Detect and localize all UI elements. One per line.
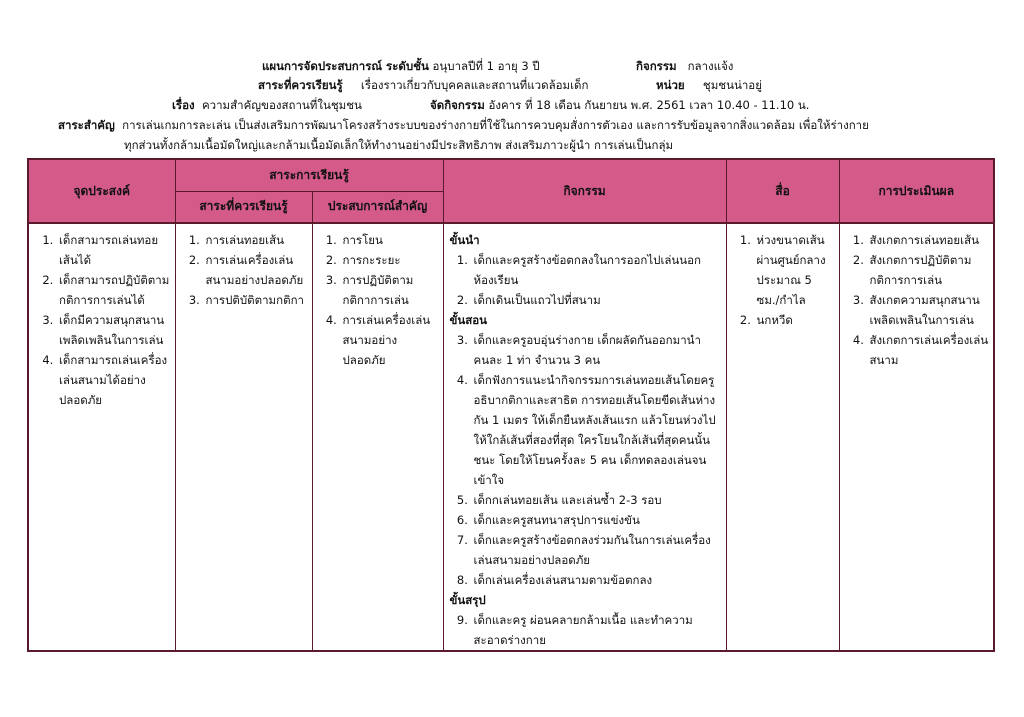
topic-value: ความสำคัญของสถานที่ในชุมชน	[201, 98, 362, 112]
activity-value: กลางแจ้ง	[687, 59, 734, 73]
unit-label: หน่วย	[656, 78, 685, 92]
content-label: สาระที่ควรเรียนรู้	[258, 78, 343, 92]
list-item: 6. เด็กและครูสนทนาสรุปการแข่งขัน	[472, 510, 722, 530]
header-activities: กิจกรรม	[443, 159, 726, 223]
list-item: 1. เด็กสามารถเล่นทอยเส้นได้	[57, 230, 171, 270]
list-item: 9. เด็กและครู ผ่อนคลายกล้ามเนื้อ และทำความสะอาดร่างกาย	[472, 610, 722, 650]
header-evaluation: การประเมินผล	[839, 159, 994, 223]
list-item: 5. เด็กกเล่นทอยเส้น และเล่นซ้ำ 2-3 รอบ	[472, 490, 722, 510]
essence-line-1: การเล่นเกมการละเล่น เป็นส่งเสริมการพัฒนาโครงสร้างระบบของร่างกายที่ใช้ในการควบคุมสั่งการตัวเอง และการรับข้อมูลจากสิ่งแวดล้อม เพื่อให้ร่างกาย	[122, 118, 869, 132]
list-item: 1. ห่วงขนาดเส้นผ่านศูนย์กลางประมาณ 5 ซม./กำไล	[755, 230, 835, 310]
unit-value: ชุมชนน่าอยู่	[702, 78, 762, 92]
topic-label: เรื่อง	[172, 98, 195, 112]
header-experience: ประสบการณ์สำคัญ	[312, 191, 443, 223]
essence-label: สาระสำคัญ	[58, 118, 115, 132]
essence-line-2: ทุกส่วนทั้งกล้ามเนื้อมัดใหญ่และกล้ามเนื้อมัดเล็กให้ทำงานอย่างมีประสิทธิภาพ ส่งเสริมภาวะผู้นำ การเล่นเป็นกลุ่ม	[124, 138, 674, 152]
objectives-cell	[28, 223, 175, 651]
list-item: 4. เด็กสามารถเล่นเครื่องเล่นสนามได้อย่างปลอดภัย	[57, 350, 171, 410]
lesson-plan-table	[27, 158, 995, 652]
list-item: 3. การปติบัติตามกติกา	[204, 290, 308, 310]
list-item: 3. การปฏิบัติตามกติกาการเล่น	[341, 270, 439, 310]
schedule-value: อังคาร ที่ 18 เดือน กันยายน พ.ศ. 2561 เวลา 10.40 - 11.10 น.	[488, 98, 810, 112]
conclude-stage-label: ขั้นสรุป	[449, 593, 486, 607]
header-media: สื่อ	[726, 159, 839, 223]
list-item: 3. เด็กและครูอบอุ่นร่างกาย เด็กผลัดกันออกมานำคนละ 1 ท่า จำนวน 3 คน	[472, 330, 722, 370]
list-item: 1. การโยน	[341, 230, 439, 250]
header-objectives: จุดประสงค์	[28, 159, 175, 223]
class-level: อนุบาลปีที่ 1 อายุ 3 ปี	[432, 59, 540, 73]
list-item: 2. การเล่นเครื่องเล่นสนามอย่างปลอดภัย	[204, 250, 308, 290]
list-item: 2. สังเกตการปฏิบัติตามกติการการเล่น	[868, 250, 990, 290]
schedule-label: จัดกิจกรรม	[430, 98, 485, 112]
list-item: 4. สังเกตการเล่นเครื่องเล่นสนาม	[868, 330, 990, 370]
header-learning: สาระการเรียนรู้	[175, 159, 443, 191]
list-item: 2. การกะระยะ	[341, 250, 439, 270]
list-item: 3. เด็กมีความสนุกสนานเพลิดเพลินในการเล่น	[57, 310, 171, 350]
header-content: สาระที่ควรเรียนรู้	[175, 191, 312, 223]
plan-title: แผนการจัดประสบการณ์ ระดับชั้น	[262, 59, 429, 73]
list-item: 2. เด็กเดินเป็นแถวไปที่สนาม	[472, 290, 722, 310]
experience-cell	[312, 223, 443, 651]
activity-label: กิจกรรม	[636, 59, 677, 73]
list-item: 4. การเล่นเครื่องเล่นสนามอย่างปลอดภัย	[341, 310, 439, 370]
list-item: 2. นกหวีด	[755, 310, 835, 330]
list-item: 1. สังเกตการเล่นทอยเส้น	[868, 230, 990, 250]
list-item: 3. สังเกตความสนุกสนานเพลิดเพลินในการเล่น	[868, 290, 990, 330]
teach-stage-label: ขั้นสอน	[449, 313, 488, 327]
activities-cell	[443, 223, 726, 651]
list-item: 1. เด็กและครูสร้างข้อตกลงในการออกไปเล่นนอกห้องเรียน	[472, 250, 722, 290]
content-cell	[175, 223, 312, 651]
list-item: 1. การเล่นทอยเส้น	[204, 230, 308, 250]
list-item: 2. เด็กสามารถปฏิบัติตามกติการการเล่นได้	[57, 270, 171, 310]
list-item: 7. เด็กและครูสร้างข้อตกลงร่วมกันในการเล่นเครื่องเล่นสนามอย่างปลอดภัย	[472, 530, 722, 570]
list-item: 4. เด็กฟังการแนะนำกิจกรรมการเล่นทอยเส้นโดยครูอธิบากติกาและสาธิต การทอยเส้นโดยขีดเส้นห่างกัน 1 เมตร ให้เด็กยืนหลังเส้นแรก แล้วโยนห่วงไปให้ใกล้เส้นที่สองที่สุด ใครโยนใกล้เส้นที่สุดคนนั้นชนะ โดยให้โยนครั้งละ 5 คน เด็กทดลองเล่นจนเข้าใจ	[472, 370, 722, 490]
media-cell	[726, 223, 839, 651]
evaluation-cell	[839, 223, 994, 651]
intro-stage-label: ขั้นนำ	[449, 233, 480, 247]
list-item: 8. เด็กเล่นเครื่องเล่นสนามตามข้อตกลง	[472, 570, 722, 590]
content-value: เรื่องราวเกี่ยวกับบุคคลและสถานที่แวดล้อมเด็ก	[360, 78, 589, 92]
